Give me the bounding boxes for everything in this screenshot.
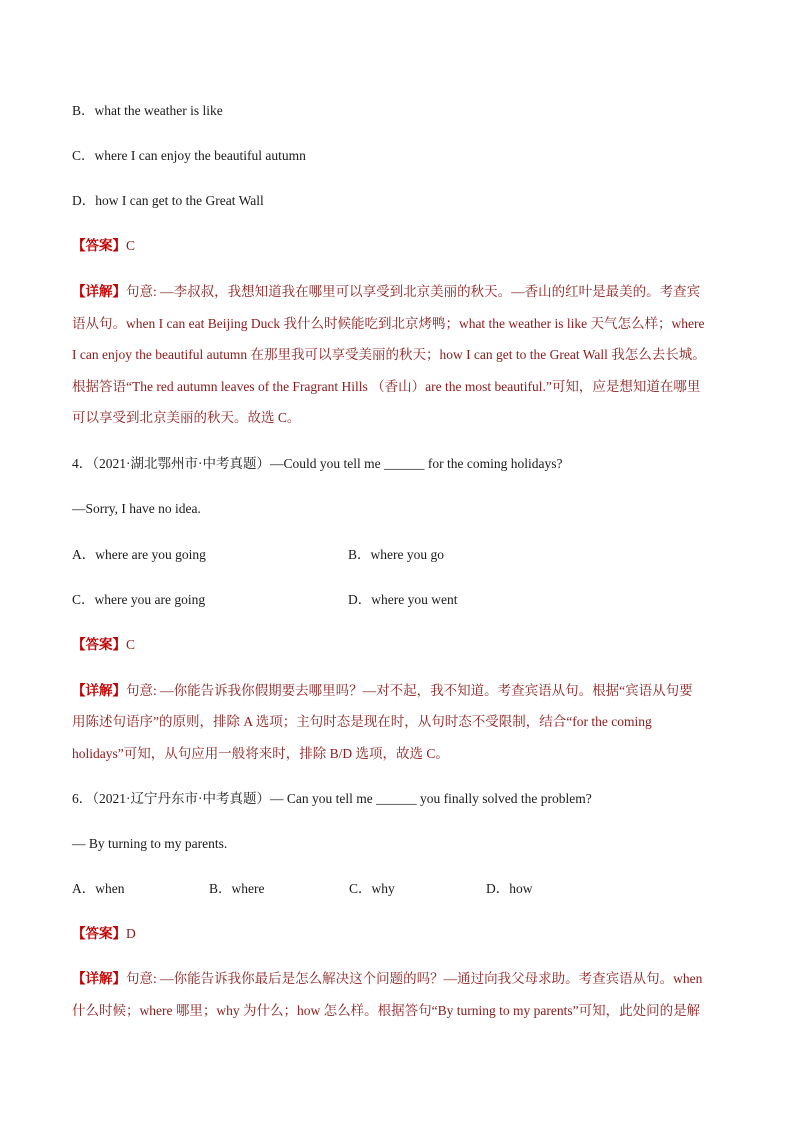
q4-answer xyxy=(72,637,135,653)
q3-detail-line-4: 根据答语“The red autumn leaves of the Fragrant Hills （香山）are the most beautiful.”可知，应是想知道在哪里 xyxy=(72,379,701,394)
q4-option-a: A．where are you going xyxy=(72,547,206,562)
q6-detail-line-1 xyxy=(72,971,702,987)
detail-tag: 【详解】 xyxy=(72,284,126,299)
q4-option-d: D．where you went xyxy=(348,592,458,607)
q6-option-d: D．how xyxy=(486,881,533,896)
answer-value: D xyxy=(126,926,136,941)
q4-option-b: B．where you go xyxy=(348,547,444,562)
q3-option-c: C．where I can enjoy the beautiful autumn xyxy=(72,148,306,163)
q4-reply: —Sorry, I have no idea. xyxy=(72,501,201,516)
q6-detail-line-2: 什么时候；where 哪里；why 为什么；how 怎么样。根据答句“By turning to my parents”可知，此处问的是解 xyxy=(72,1003,701,1018)
q4-options-row-2 xyxy=(72,592,722,608)
q3-option-b: B．what the weather is like xyxy=(72,103,223,118)
q4-detail-line-1 xyxy=(72,683,693,699)
answer-tag: 【答案】 xyxy=(72,238,126,253)
detail-tag: 【详解】 xyxy=(72,683,126,698)
q6-reply: — By turning to my parents. xyxy=(72,836,228,851)
q3-detail-line-2: 语从句。when I can eat Beijing Duck 我什么时候能吃到北京烤鸭；what the weather is like 天气怎么样；where xyxy=(72,316,705,331)
q3-detail-line-3: I can enjoy the beautiful autumn 在那里我可以享受美丽的秋天；how I can get to the Great Wall 我怎么去长城。 xyxy=(72,347,706,362)
q6-answer xyxy=(72,926,136,942)
q4-detail-line-2: 用陈述句语序”的原则，排除 A 选项；主句时态是现在时，从句时态不受限制，结合“for the coming xyxy=(72,714,652,729)
q6-option-a: A．when xyxy=(72,881,125,896)
q4-detail-line-3: holidays”可知，从句应用一般将来时，排除 B/D 选项，故选 C。 xyxy=(72,746,449,761)
detail-tag: 【详解】 xyxy=(72,971,126,986)
detail-text: 句意: —你能告诉我你最后是怎么解决这个问题的吗？—通过向我父母求助。考查宾语从句。when xyxy=(126,971,703,986)
q6-options-row xyxy=(72,881,722,897)
answer-value: C xyxy=(126,238,136,253)
answer-tag: 【答案】 xyxy=(72,926,126,941)
q4-options-row-1 xyxy=(72,547,722,563)
q3-option-d: D．how I can get to the Great Wall xyxy=(72,193,264,208)
q6-option-b: B．where xyxy=(209,881,265,896)
q3-detail-line-1 xyxy=(72,284,700,300)
q3-detail-line-5: 可以享受到北京美丽的秋天。故选 C。 xyxy=(72,410,301,425)
q6-option-c: C．why xyxy=(349,881,395,896)
answer-value: C xyxy=(126,637,136,652)
q3-answer xyxy=(72,238,135,254)
q4-stem: 4．（2021·湖北鄂州市·中考真题）—Could you tell me ______ for the coming holidays? xyxy=(72,456,563,471)
q4-option-c: C．where you are going xyxy=(72,592,206,607)
answer-tag: 【答案】 xyxy=(72,637,126,652)
q6-stem: 6．（2021·辽宁丹东市·中考真题）— Can you tell me ______ you finally solved the problem? xyxy=(72,791,592,806)
detail-text: 句意: —你能告诉我你假期要去哪里吗？—对不起，我不知道。考查宾语从句。根据“宾语从句要 xyxy=(126,683,693,698)
detail-text: 句意: —李叔叔，我想知道我在哪里可以享受到北京美丽的秋天。—香山的红叶是最美的。考查宾 xyxy=(126,284,701,299)
